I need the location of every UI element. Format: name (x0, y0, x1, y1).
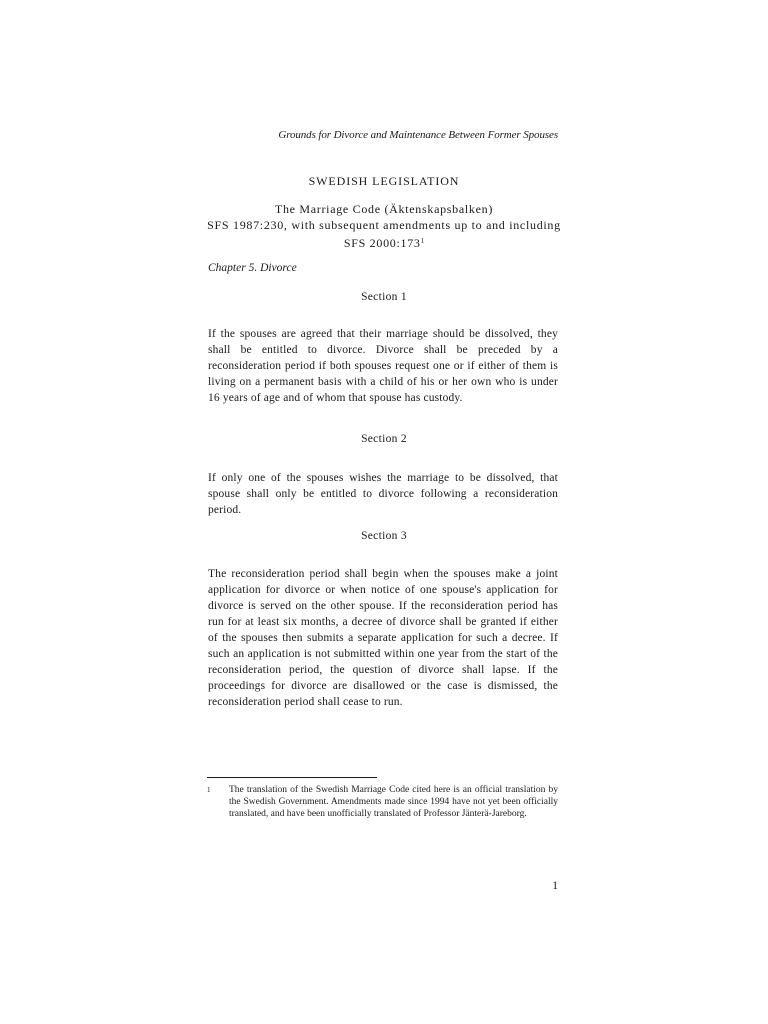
footnote (207, 784, 558, 820)
section-3-heading: Section 3 (361, 530, 407, 542)
section-2-text: If only one of the spouses wishes the marriage to be dissolved, that spouse shall only be entitled to divorce following a reconsideration period. (208, 472, 558, 516)
page-number: 1 (552, 880, 558, 892)
footnote-divider (207, 777, 377, 778)
section-2-heading: Section 2 (361, 433, 407, 445)
section-1-text: If the spouses are agreed that their marriage should be dissolved, they shall be entitled to divorce. Divorce shall be preceded by a reconsideration period if both spouses request one or if either of them is living on a permanent basis with a child of his or her own who is under 16 years of age and of whom that spouse has custody. (208, 328, 558, 404)
footnote-reference[interactable]: 1 (420, 237, 425, 245)
running-header: Grounds for Divorce and Maintenance Between Former Spouses (278, 129, 558, 141)
code-title-line2: SFS 1987:230, with subsequent amendments up to and including (207, 218, 561, 232)
code-title-line3-wrap (0, 233, 768, 251)
footnote-text: The translation of the Swedish Marriage Code cited here is an official translation by the Swedish Government. Amendments made since 1994 have not yet been officially translated, and have been unofficially translated of Professor Jänterä-Jareborg. (229, 785, 558, 819)
legislation-heading: SWEDISH LEGISLATION (308, 174, 460, 188)
chapter-heading: Chapter 5. Divorce (208, 262, 297, 274)
section-1-heading: Section 1 (361, 291, 407, 303)
footnote-marker: 1 (207, 786, 211, 794)
section-3-text: The reconsideration period shall begin when the spouses make a joint application for divorce or when notice of one spouse's application for divorce is served on the other spouse. If the reconsideration period has run for at least six months, a decree of divorce shall be granted if either of the spouses then submits a separate application for such a decree. If such an application is not submitted within one year from the start of the reconsideration period, the question of divorce shall lapse. If the proceedings for divorce are disallowed or the case is dismissed, the reconsideration period shall cease to run. (208, 568, 558, 708)
code-title-line3: SFS 2000:173 (343, 236, 421, 250)
code-title-line1: The Marriage Code (Äktenskapsbalken) (274, 202, 494, 216)
code-title (0, 201, 768, 251)
